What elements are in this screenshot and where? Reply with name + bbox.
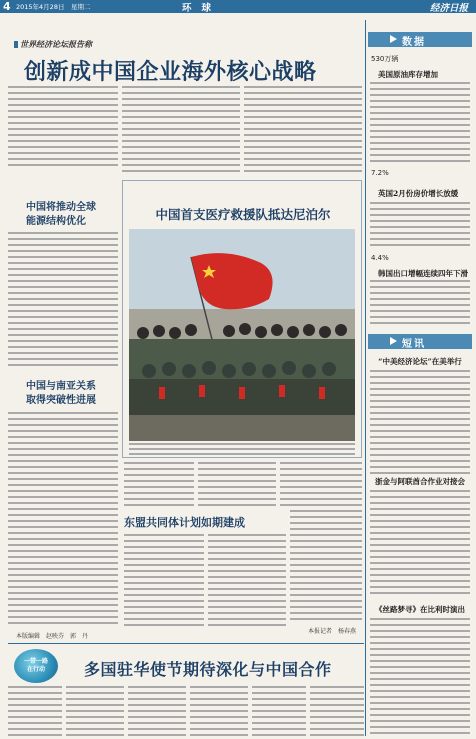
issue-date: 2015年4月28日 星期二 [16,3,91,11]
bottom-text-3 [128,686,186,736]
tarmac [129,415,355,441]
figure-2: 7.2% [371,169,389,177]
data-section-tag [368,32,472,47]
emblem-line-1: 一带一路 [23,658,48,665]
photo-caption [129,443,355,455]
column-divider [365,20,366,736]
rescue-team-photo [129,229,355,441]
asean-byline: 本报记者 杨春燕 [308,628,357,635]
energy-headline [26,201,96,229]
south-asia-headline [26,380,96,408]
brief-headline-3: 《丝路梦寻》在比利时演出 [375,605,465,614]
energy-headline-line1: 中国将推动全球 [26,202,96,213]
energy-article-text [8,232,118,368]
brief-text-2 [370,490,470,598]
report-series-label [14,39,92,50]
briefs-section-tag [368,334,472,349]
asean-headline: 东盟共同体计划如期建成 [124,516,245,529]
south-asia-headline-line2: 取得突破性进展 [26,395,96,406]
asean-text-2 [208,534,286,626]
asean-text-1 [124,534,204,626]
masthead-bar [0,0,476,13]
brief-text-1 [370,370,470,474]
asean-text-3 [290,486,362,620]
bottom-text-4 [190,686,248,736]
paper-name: 经济日报 [429,3,468,14]
report-series-text: 世界经济论坛报告称 [20,40,92,49]
brief-headline-1: “中美经济论坛”在美举行 [378,357,462,366]
series-mark [14,41,18,48]
item-text-2 [370,202,470,248]
photo-story-text-2 [198,462,276,506]
south-asia-article-text [8,412,118,626]
data-section-label: 数据 [402,37,426,48]
bottom-text-1 [8,686,62,736]
energy-headline-line2: 能源结构优化 [26,216,86,227]
page-number: 4 [3,0,11,13]
tag-arrow-icon [390,35,397,43]
briefs-section-label: 短讯 [402,339,426,350]
brief-headline-2: 浙金与阿联酋合作业对接会 [375,477,465,486]
bottom-text-5 [252,686,306,736]
photo-story-headline: 中国首支医疗救援队抵达尼泊尔 [155,207,331,222]
lead-article-mid-text [122,86,240,174]
briefs-tag-arrow-icon [390,337,397,345]
emblem-line-2: 在行动 [26,666,45,673]
crowd-uniforms [129,339,355,379]
figure-1: 530万辆 [371,55,399,63]
south-asia-headline-line1: 中国与南亚关系 [26,381,96,392]
belt-road-emblem [14,649,58,683]
lead-article-left-text [8,86,118,168]
bottom-text-6 [310,686,364,736]
item-headline-2: 英国2月份房价增长放缓 [378,189,459,198]
bottom-text-2 [66,686,124,736]
item-headline-3: 韩国出口增幅连续四年下滑 [378,269,468,278]
brief-text-3 [370,618,470,734]
page-editors: 本版编辑 赵映芬 郭 丹 [16,633,89,640]
photo-story-text-1 [124,462,194,506]
item-text-1 [370,82,470,162]
section-name: 环球 [182,3,222,14]
rescue-team-illustration [129,229,355,441]
main-headline: 创新成中国企业海外核心战略 [24,59,317,85]
right-column [368,24,472,736]
lead-article-right-text [244,86,362,174]
bottom-headline: 多国驻华使节期待深化与中国合作 [84,660,332,679]
section-divider [8,643,364,644]
item-headline-1: 美国原油库存增加 [378,70,438,79]
item-text-3 [370,280,470,324]
figure-3: 4.4% [371,254,389,262]
photo-story-box [122,180,362,458]
